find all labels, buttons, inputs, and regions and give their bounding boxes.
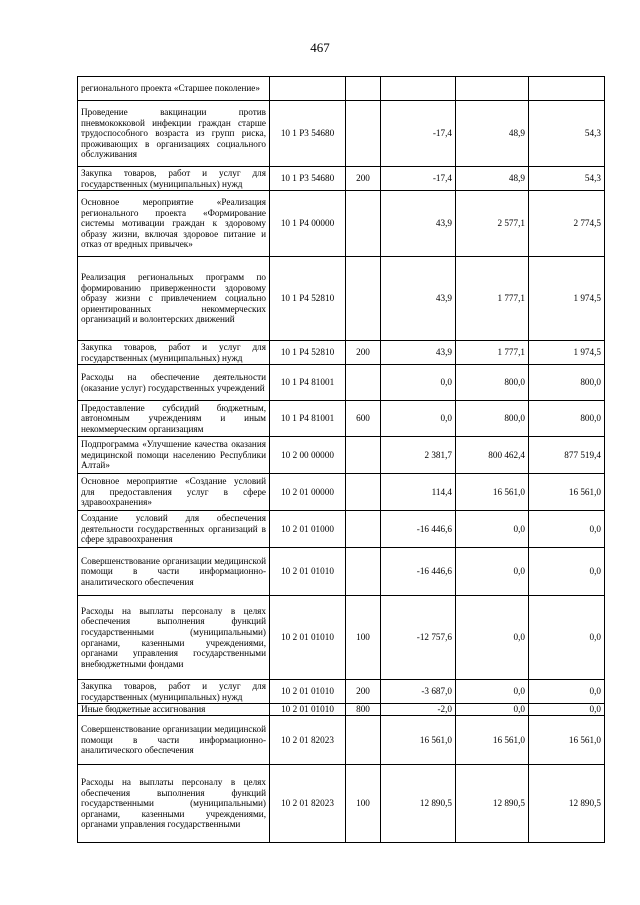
row-amount-1-cell: -12 757,6 — [381, 596, 456, 680]
row-expense-type-cell — [346, 365, 381, 401]
row-expense-type-cell — [346, 511, 381, 548]
row-name-cell: Закупка товаров, работ и услуг для государственных (муниципальных) нужд — [78, 341, 270, 365]
row-amount-2-cell: 48,9 — [456, 101, 529, 167]
row-name-cell: Предоставление субсидий бюджетным, автономным учреждениям и иным некоммерческим организациям — [78, 401, 270, 437]
row-name-cell: Расходы на выплаты персоналу в целях обеспечения выполнения функций государственными (муниципальными) органами, казенными учреждениями, органами управления государственными — [78, 765, 270, 843]
row-amount-1-cell: 0,0 — [381, 401, 456, 437]
row-amount-1-cell: -16 446,6 — [381, 511, 456, 548]
row-code-cell: 10 2 00 00000 — [270, 437, 346, 474]
table-row — [78, 191, 605, 257]
row-name-cell: Расходы на выплаты персоналу в целях обеспечения выполнения функций государственными (муниципальными) органами, казенными учреждениями, органами управления государственными внебюджетными фондами — [78, 596, 270, 680]
row-amount-1-cell: -16 446,6 — [381, 548, 456, 596]
row-expense-type-cell: 100 — [346, 596, 381, 680]
row-code-cell: 10 1 P4 00000 — [270, 191, 346, 257]
row-code-cell: 10 1 P4 52810 — [270, 341, 346, 365]
row-amount-3-cell: 1 974,5 — [529, 341, 605, 365]
row-amount-3-cell: 800,0 — [529, 401, 605, 437]
row-amount-3-cell: 0,0 — [529, 680, 605, 704]
row-expense-type-cell — [346, 101, 381, 167]
row-expense-type-cell: 200 — [346, 167, 381, 191]
row-name-cell: Совершенствование организации медицинской помощи в части информационно-аналитического обеспечения — [78, 548, 270, 596]
table-row — [78, 474, 605, 511]
row-amount-3-cell: 800,0 — [529, 365, 605, 401]
row-amount-2-cell: 0,0 — [456, 548, 529, 596]
row-code-cell: 10 2 01 01010 — [270, 596, 346, 680]
row-amount-1-cell: 43,9 — [381, 257, 456, 341]
row-amount-1-cell: 43,9 — [381, 191, 456, 257]
row-expense-type-cell: 600 — [346, 401, 381, 437]
row-name-cell: Основное мероприятие «Создание условий для предоставления услуг в сфере здравоохранения» — [78, 474, 270, 511]
row-amount-3-cell: 0,0 — [529, 548, 605, 596]
table-row — [78, 167, 605, 191]
row-amount-1-cell: -3 687,0 — [381, 680, 456, 704]
row-code-cell: 10 2 01 00000 — [270, 474, 346, 511]
row-amount-2-cell — [456, 77, 529, 101]
row-name-cell: Совершенствование организации медицинской помощи в части информационно-аналитического обеспечения — [78, 716, 270, 765]
table-row — [78, 365, 605, 401]
row-code-cell: 10 2 01 01000 — [270, 511, 346, 548]
row-amount-3-cell: 16 561,0 — [529, 716, 605, 765]
row-amount-3-cell: 16 561,0 — [529, 474, 605, 511]
row-code-cell: 10 1 P4 81001 — [270, 365, 346, 401]
row-code-cell: 10 1 P4 81001 — [270, 401, 346, 437]
row-expense-type-cell: 100 — [346, 765, 381, 843]
table-row — [78, 77, 605, 101]
row-amount-1-cell: 114,4 — [381, 474, 456, 511]
table-row — [78, 511, 605, 548]
row-amount-2-cell: 1 777,1 — [456, 257, 529, 341]
row-name-cell: Подпрограмма «Улучшение качества оказания медицинской помощи населению Республики Алтай» — [78, 437, 270, 474]
row-amount-2-cell: 800,0 — [456, 365, 529, 401]
row-amount-1-cell: -17,4 — [381, 101, 456, 167]
row-name-cell: регионального проекта «Старшее поколение» — [78, 77, 270, 101]
table-row — [78, 341, 605, 365]
row-name-cell: Расходы на обеспечение деятельности (оказание услуг) государственных учреждений — [78, 365, 270, 401]
row-expense-type-cell: 200 — [346, 680, 381, 704]
row-amount-2-cell: 2 577,1 — [456, 191, 529, 257]
row-amount-1-cell: 0,0 — [381, 365, 456, 401]
row-code-cell: 10 2 01 82023 — [270, 716, 346, 765]
table-row — [78, 257, 605, 341]
row-name-cell: Создание условий для обеспечения деятельности государственных организаций в сфере здравоохранения — [78, 511, 270, 548]
row-expense-type-cell — [346, 437, 381, 474]
row-name-cell: Закупка товаров, работ и услуг для государственных (муниципальных) нужд — [78, 680, 270, 704]
row-amount-3-cell: 0,0 — [529, 511, 605, 548]
table-row — [78, 680, 605, 704]
row-name-cell: Закупка товаров, работ и услуг для государственных (муниципальных) нужд — [78, 167, 270, 191]
row-code-cell: 10 2 01 01010 — [270, 548, 346, 596]
row-amount-2-cell: 0,0 — [456, 704, 529, 716]
table-row — [78, 596, 605, 680]
row-amount-3-cell: 54,3 — [529, 101, 605, 167]
row-amount-2-cell: 0,0 — [456, 596, 529, 680]
table-row — [78, 101, 605, 167]
row-amount-2-cell: 16 561,0 — [456, 474, 529, 511]
row-name-cell: Реализация региональных программ по формированию приверженности здоровому образу жизни с привлечением социально ориентированных некоммерческих организаций и волонтерских движений — [78, 257, 270, 341]
row-amount-3-cell — [529, 77, 605, 101]
row-amount-2-cell: 800 462,4 — [456, 437, 529, 474]
row-amount-1-cell: 43,9 — [381, 341, 456, 365]
table-row — [78, 704, 605, 716]
row-amount-3-cell: 0,0 — [529, 704, 605, 716]
row-amount-2-cell: 48,9 — [456, 167, 529, 191]
row-amount-3-cell: 0,0 — [529, 596, 605, 680]
row-code-cell: 10 1 P4 52810 — [270, 257, 346, 341]
row-expense-type-cell: 200 — [346, 341, 381, 365]
table-row — [78, 548, 605, 596]
row-amount-2-cell: 800,0 — [456, 401, 529, 437]
row-expense-type-cell — [346, 474, 381, 511]
row-name-cell: Иные бюджетные ассигнования — [78, 704, 270, 716]
row-expense-type-cell: 800 — [346, 704, 381, 716]
row-amount-3-cell: 877 519,4 — [529, 437, 605, 474]
row-expense-type-cell — [346, 77, 381, 101]
row-amount-3-cell: 2 774,5 — [529, 191, 605, 257]
row-expense-type-cell — [346, 548, 381, 596]
row-code-cell: 10 1 P3 54680 — [270, 101, 346, 167]
row-name-cell: Основное мероприятие «Реализация регионального проекта «Формирование системы мотивации граждан к здоровому образу жизни, включая здоровое питание и отказ от вредных привычек» — [78, 191, 270, 257]
row-amount-3-cell: 54,3 — [529, 167, 605, 191]
table-row — [78, 437, 605, 474]
row-amount-2-cell: 0,0 — [456, 680, 529, 704]
row-amount-1-cell: 16 561,0 — [381, 716, 456, 765]
table-row — [78, 765, 605, 843]
table-row — [78, 716, 605, 765]
row-code-cell: 10 2 01 82023 — [270, 765, 346, 843]
row-amount-1-cell: 12 890,5 — [381, 765, 456, 843]
row-expense-type-cell — [346, 257, 381, 341]
row-name-cell: Проведение вакцинации против пневмококковой инфекции граждан старше трудоспособного возраста из групп риска, проживающих в организациях социального обслуживания — [78, 101, 270, 167]
row-amount-1-cell: 2 381,7 — [381, 437, 456, 474]
row-amount-2-cell: 16 561,0 — [456, 716, 529, 765]
row-code-cell: 10 2 01 01010 — [270, 680, 346, 704]
row-code-cell: 10 1 P3 54680 — [270, 167, 346, 191]
row-amount-1-cell: -17,4 — [381, 167, 456, 191]
row-expense-type-cell — [346, 716, 381, 765]
row-code-cell: 10 2 01 01010 — [270, 704, 346, 716]
row-amount-1-cell — [381, 77, 456, 101]
page-number: 467 — [310, 40, 330, 55]
row-amount-2-cell: 0,0 — [456, 511, 529, 548]
row-amount-1-cell: -2,0 — [381, 704, 456, 716]
table-row — [78, 401, 605, 437]
row-code-cell — [270, 77, 346, 101]
row-amount-2-cell: 12 890,5 — [456, 765, 529, 843]
row-amount-2-cell: 1 777,1 — [456, 341, 529, 365]
row-amount-3-cell: 1 974,5 — [529, 257, 605, 341]
budget-table — [77, 76, 605, 843]
row-expense-type-cell — [346, 191, 381, 257]
row-amount-3-cell: 12 890,5 — [529, 765, 605, 843]
